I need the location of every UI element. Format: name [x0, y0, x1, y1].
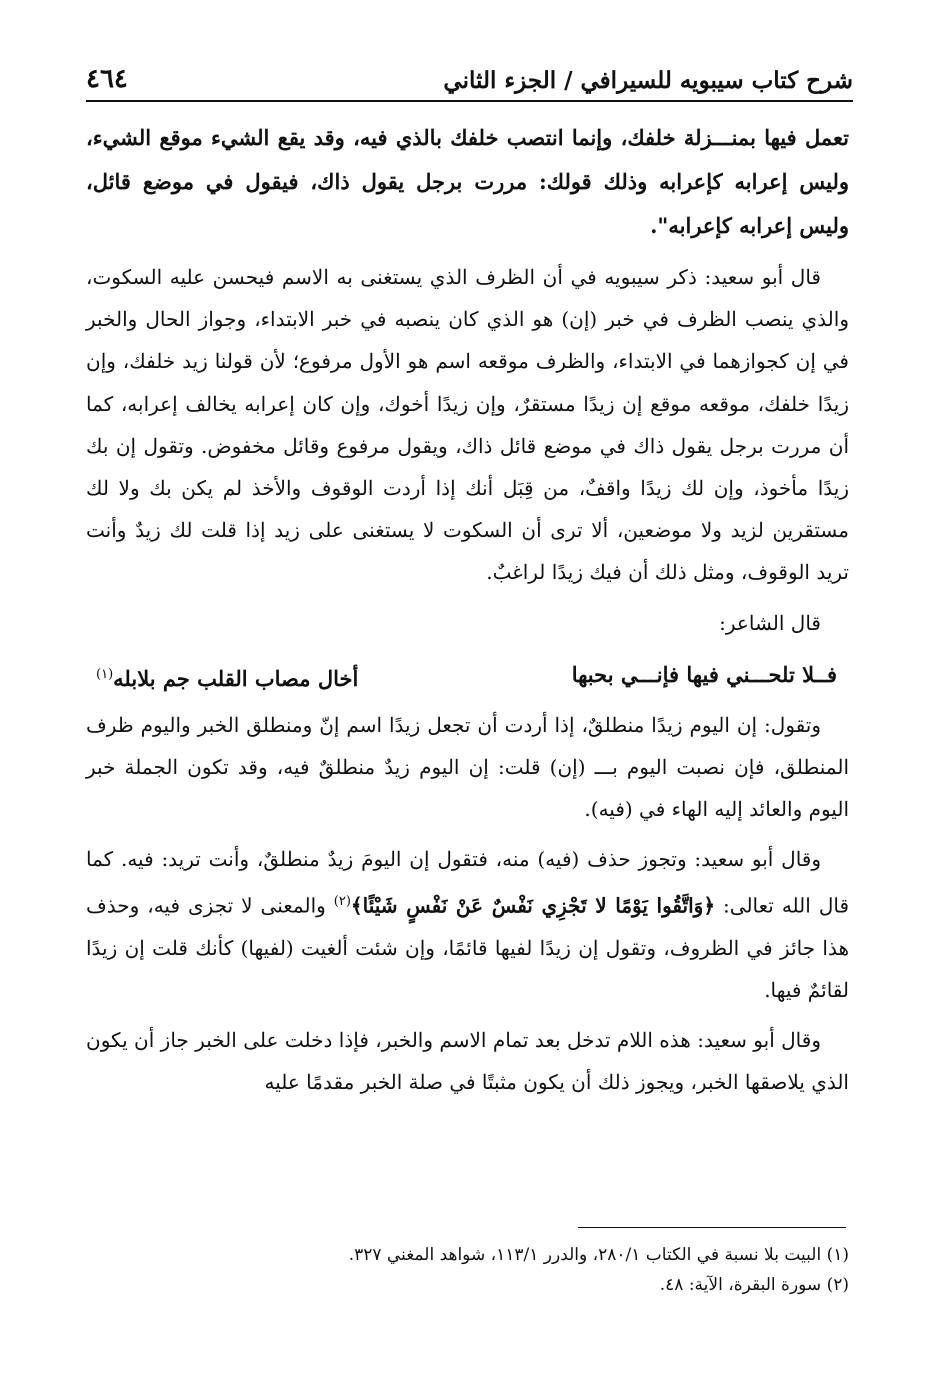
- verse-first-hemistich: فــلا تلحـــني فيها فإنـــي بحبها: [571, 661, 837, 687]
- footnote-mark: (٢): [333, 893, 351, 909]
- verse-second-hemistich: أخال مصاب القلب جم بلابله$^{(١)}$: [96, 665, 359, 691]
- main-text: [86, 116, 849, 1111]
- quran-paragraph: وقال أبو سعيد: وتجوز حذف (فيه) منه، فتقول إن اليومَ زيدٌ منطلقٌ، وأنت تريد: فيه. كما قال الله تعالى: ﴿وَاتَّقُوا يَوْمًا لا تَجْزِي نَفْسٌ عَنْ نَفْسٍ شَيْئًا﴾$^{(٢)}$ والمعنى لا تجزى فيه، وحذف هذا جائز في الظروف، وتقول إن زيدًا لفيها قائمًا، وإن شئت ألغيت (لفيها) كأنك قلت إن زيدًا لقائمٌ فيها.: [86, 847, 850, 1002]
- footnote: (١) البيت بلا نسبة في الكتاب ٢٨٠/١، والدرر ١١٣/١، شواهد المغني ٣٢٧.: [348, 1245, 849, 1265]
- footnote-mark: (١): [96, 666, 114, 682]
- footnote-separator: [578, 1227, 846, 1228]
- page-number: ٤٦٤: [86, 64, 128, 94]
- paragraph: تعمل فيها بمنـــزلة خلفك، وإنما انتصب خلفك بالذي فيه، وقد يقع الشيء موقع الشيء، وليس إعرابه كإعرابه وذلك قولك: مررت برجل يقول ذاك، فيقول في موضع قائل، وليس إعرابه كإعرابه".: [86, 125, 849, 238]
- running-title: شرح كتاب سيبويه للسيرافي / الجزء الثاني: [443, 67, 853, 94]
- quran-quote: ﴿وَاتَّقُوا يَوْمًا لا تَجْزِي نَفْسٌ عَنْ نَفْسٍ شَيْئًا﴾: [350, 893, 716, 918]
- footnotes: [100, 1240, 849, 1300]
- poet-intro: قال الشاعر:: [719, 610, 821, 635]
- poetry-verse: [96, 652, 837, 702]
- paragraph: وتقول: إن اليوم زيدًا منطلقٌ، إذا أردت أن تجعل زيدًا اسم إنّ ومنطلق الخبر واليوم ظرف المنطلق، فإن نصبت اليوم بـــ (إن) قلت: إن اليوم زيدٌ منطلقٌ فيه، وقد تكون الجملة خبر اليوم والعائد إليه الهاء في (فيه).: [86, 712, 849, 822]
- footnote: (٢) سورة البقرة، الآية: ٤٨.: [659, 1275, 849, 1295]
- page-header: [86, 56, 853, 102]
- paragraph: وقال أبو سعيد: هذه اللام تدخل بعد تمام الاسم والخبر، فإذا دخلت على الخبر جاز أن يكون الذي يلاصقها الخبر، ويجوز ذلك أن يكون مثبتًا في صلة الخبر مقدمًا عليه: [86, 1027, 849, 1095]
- paragraph: قال أبو سعيد: ذكر سيبويه في أن الظرف الذي يستغنى به الاسم فيحسن عليه السكوت، والذي ينصب الظرف في خبر (إن) هو الذي كان ينصبه في خبر الابتداء، وجواز الحال والخبر في إن كجوازهما في الابتداء، والظرف موقعه اسم هو الأول مرفوع؛ لأن قولنا زيد خلفك، وإن زيدًا خلفك، موقعه موقع إن زيدًا مستقرٌ، وإن زيدًا أخوك، وإن كان إعرابه يخالف إعرابه، كما أن مررت برجل يقول ذاك في موضع قائل ذاك، ويقول مرفوع وقائل مخفوض. وتقول إن بك زيدًا مأخوذ، وإن لك زيدًا واقفٌ، من قِبَل أنك إذا أردت الوقوف والأخذ لم يكن بك ولا لك مستقرين لزيد ولا موضعين، ألا ترى أن السكوت لا يستغنى على زيد إذا قلت لك زيدٌ وأنت تريد الوقوف، ومثل ذلك أن فيك زيدًا لراغبٌ.: [86, 265, 849, 585]
